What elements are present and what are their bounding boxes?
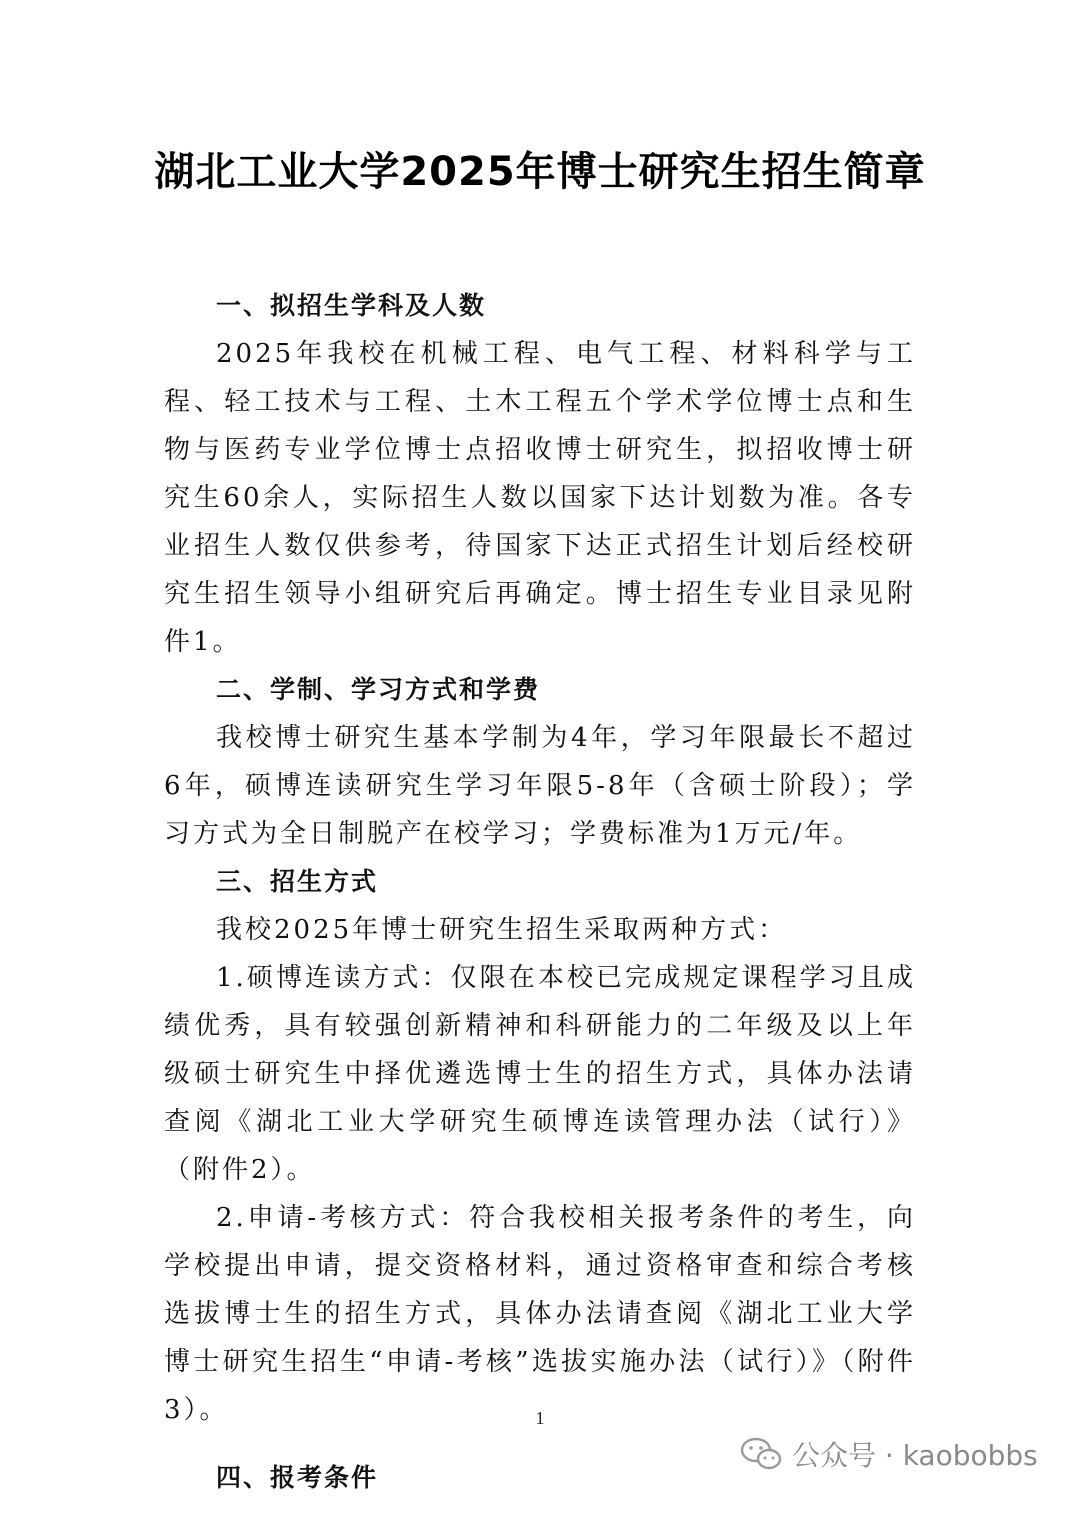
paragraph: 2025年我校在机械工程、电气工程、材料科学与工程、轻工技术与工程、土木工程五个学术学位博士点和生物与医药专业学位博士点招收博士研究生，拟招收博士研究生60余人，实际招生人数以国家下达计划数为准。各专业招生人数仅供参考，待国家下达正式招生计划后经校研究生招生领导小组研究后再确定。博士招生专业目录见附件1。	[164, 339, 916, 657]
page-title: 湖北工业大学2025年博士研究生招生简章	[154, 149, 926, 195]
watermark-text: 公众号 · kaobobbs	[792, 1439, 1038, 1472]
paragraph: 2.申请-考核方式：符合我校相关报考条件的考生，向学校提出申请，提交资格材料，通过资格审查和综合考核选拔博士生的招生方式，具体办法请查阅《湖北工业大学博士研究生招生“申请-考核”选拔实施办法（试行）》（附件3）。	[164, 1203, 916, 1425]
section-heading: 一、拟招生学科及人数	[216, 291, 487, 320]
page-number: 1	[535, 1408, 545, 1428]
section-2	[164, 666, 916, 858]
document-body	[164, 282, 916, 1502]
section-heading: 二、学制、学习方式和学费	[216, 675, 541, 704]
wechat-icon	[740, 1437, 782, 1471]
section-heading: 四、报考条件	[216, 1463, 379, 1492]
section-heading: 三、招生方式	[216, 867, 379, 896]
watermark	[740, 1432, 1038, 1476]
paragraph: 我校博士研究生基本学制为4年，学习年限最长不超过6年，硕博连读研究生学习年限5-8年（含硕士阶段）；学习方式为全日制脱产在校学习；学费标准为1万元/年。	[164, 723, 916, 849]
section-3	[164, 858, 916, 1434]
paragraph: 我校2025年博士研究生招生采取两种方式：	[216, 915, 788, 945]
section-1	[164, 282, 916, 666]
paragraph: 1.硕博连读方式：仅限在本校已完成规定课程学习且成绩优秀，具有较强创新精神和科研能力的二年级及以上年级硕士研究生中择优遴选博士生的招生方式，具体办法请查阅《湖北工业大学研究生硕博连读管理办法（试行）》（附件2）。	[164, 963, 916, 1185]
